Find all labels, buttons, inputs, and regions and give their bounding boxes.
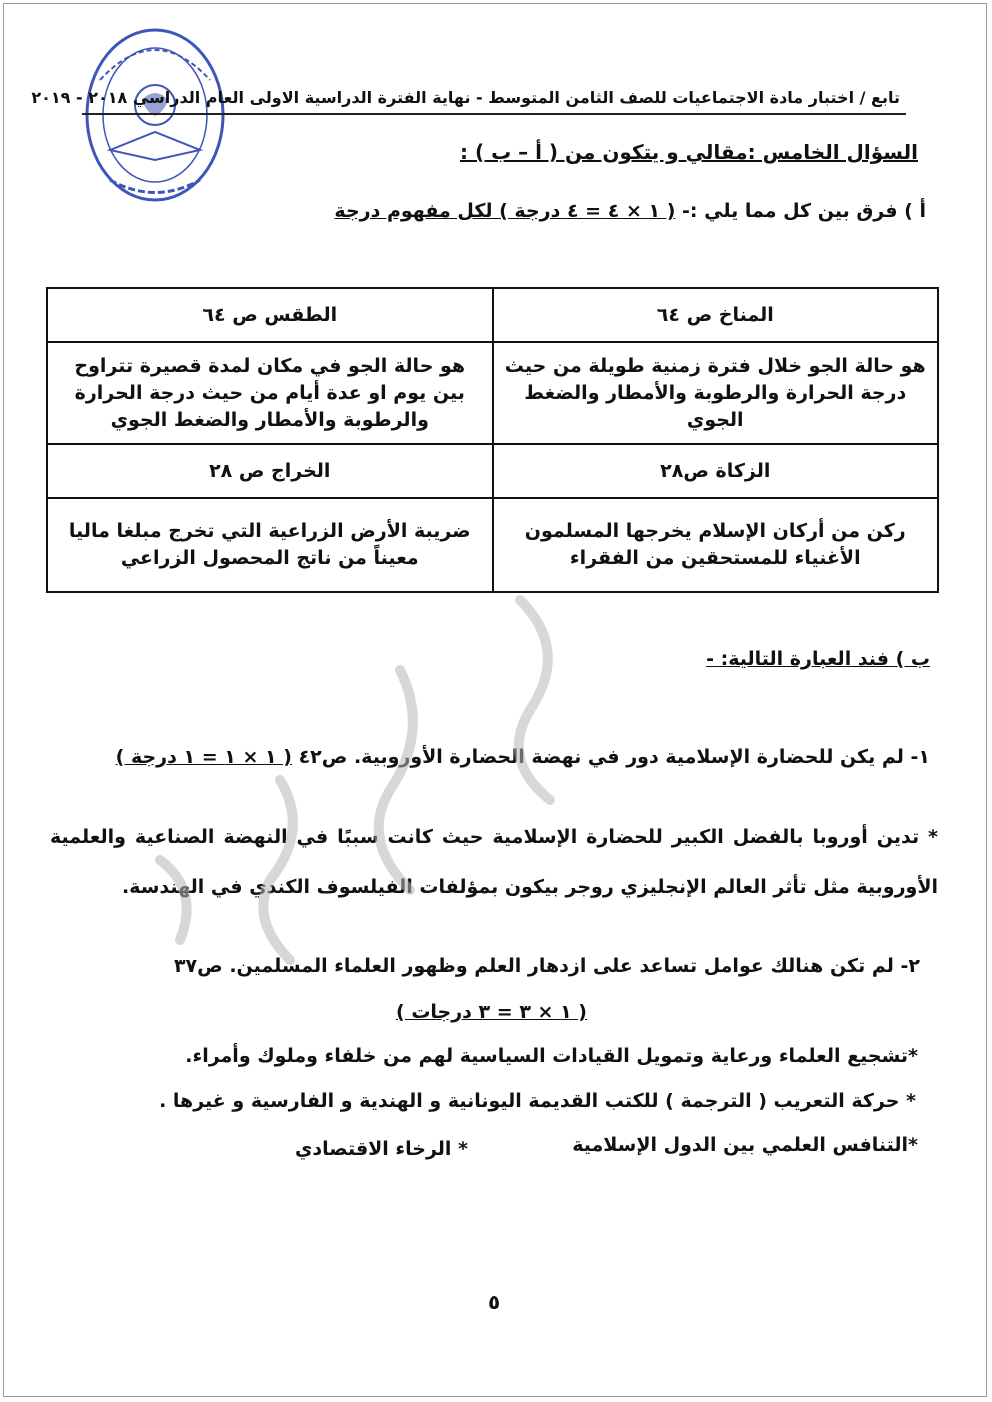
- answer-point: * الرخاء الاقتصادي: [294, 1138, 468, 1160]
- answer-point: * حركة التعريب ( الترجمة ) للكتب القديمة اليونانية و الهندية و الفارسية و غيرها .: [159, 1090, 916, 1112]
- table-cell: هو حالة الجو خلال فترة زمنية طويلة من حيث درجة الحرارة والرطوبة والأمطار والضغط الجوي: [493, 342, 939, 444]
- page-number: ٥: [488, 1290, 501, 1314]
- statement-1-text: ١- لم يكن للحضارة الإسلامية دور في نهضة الحضارة الأوروبية. ص٤٢: [291, 746, 930, 768]
- table-row: [47, 444, 938, 498]
- table-row: [47, 342, 938, 444]
- header-rule: [82, 113, 906, 115]
- table-cell: هو حالة الجو في مكان لمدة قصيرة تتراوح بين يوم او عدة أيام من حيث درجة الحرارة والرطوبة والأمطار والضغط الجوي: [47, 342, 493, 444]
- part-b-title: ب ) فند العبارة التالية: -: [706, 648, 930, 670]
- exam-header: تابع / اختبار مادة الاجتماعيات للصف الثامن المتوسط - نهاية الفترة الدراسية الاولى العام الدراسي ٢٠١٨ - ٢٠١٩: [31, 88, 900, 107]
- concepts-table: [46, 287, 939, 593]
- part-a-instruction: أ ) فرق بين كل مما يلي :-: [675, 200, 926, 222]
- table-cell: المناخ ص ٦٤: [493, 288, 939, 342]
- statement-2: ٢- لم تكن هنالك عوامل تساعد على ازدهار العلم وظهور العلماء المسلمين. ص٣٧: [173, 955, 920, 977]
- table-cell: ركن من أركان الإسلام يخرجها المسلمون الأغنياء للمستحقين من الفقراء: [493, 498, 939, 592]
- statement-1-grade: ( ١ × ١ = ١ درجة ): [115, 746, 292, 768]
- table-cell: الخراج ص ٢٨: [47, 444, 493, 498]
- question5-title: السؤال الخامس :مقالي و يتكون من ( أ – ب ) :: [460, 140, 918, 164]
- statement-1-answer: * تدين أوروبا بالفضل الكبير للحضارة الإسلامية حيث كانت سببًا في النهضة الصناعية والعلمية الأوروبية مثل تأثر العالم الإنجليزي روجر بيكون بمؤلفات الفيلسوف الكندي في الهندسة.: [50, 826, 938, 898]
- table-row: [47, 498, 938, 592]
- table-cell: ضريبة الأرض الزراعية التي تخرج مبلغا ماليا معيناً من ناتج المحصول الزراعي: [47, 498, 493, 592]
- statement-1: [116, 746, 930, 768]
- answer-point: *تشجيع العلماء ورعاية وتمويل القيادات السياسية لهم من خلفاء وملوك وأمراء.: [185, 1045, 918, 1067]
- school-stamp: [80, 20, 230, 210]
- answer-point: *التنافس العلمي بين الدول الإسلامية: [572, 1134, 918, 1156]
- table-cell: الزكاة ص٢٨: [493, 444, 939, 498]
- statement-2-grade: ( ١ × ٣ = ٣ درجات ): [396, 1001, 587, 1023]
- part-a-grade: ( ١ × ٤ = ٤ درجة ) لكل مفهوم درجة: [334, 200, 676, 222]
- question5-part-a: [334, 200, 926, 222]
- table-row: [47, 288, 938, 342]
- table-cell: الطقس ص ٦٤: [47, 288, 493, 342]
